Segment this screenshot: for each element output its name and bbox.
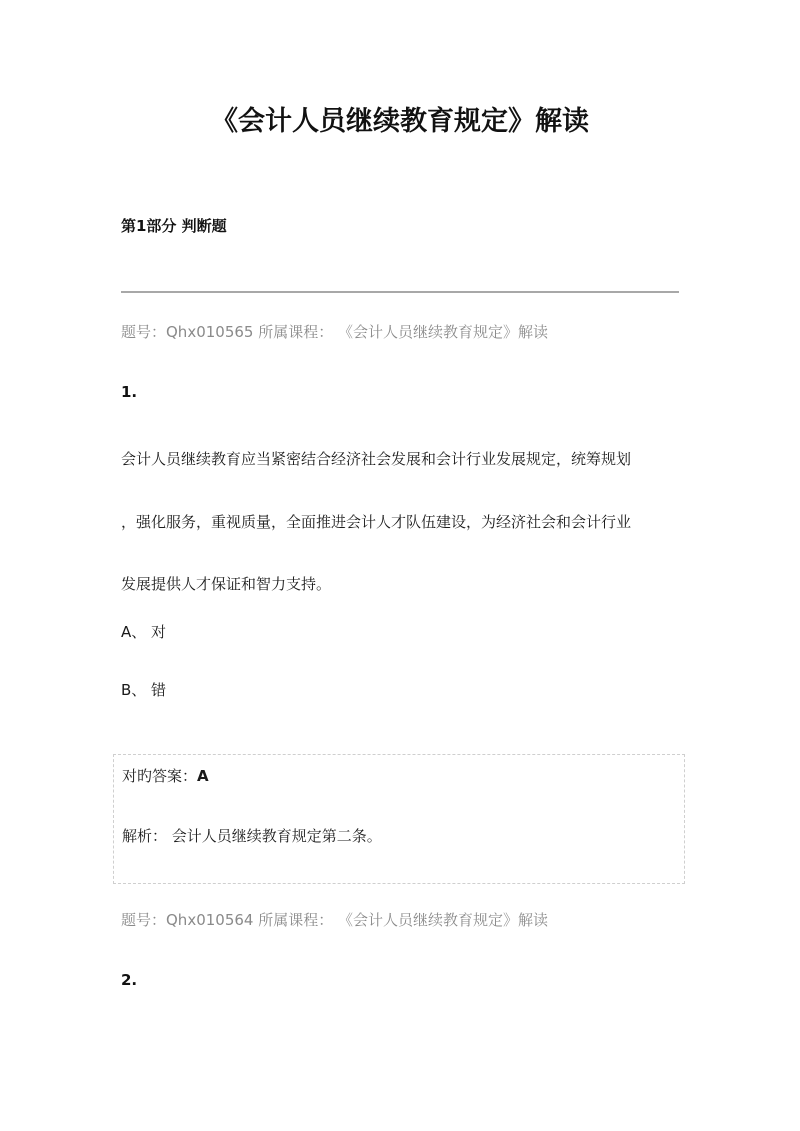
option-b[interactable]: B、 错 — [121, 681, 167, 699]
correct-answer — [122, 764, 209, 788]
question-stem-line: 会计人员继续教育应当紧密结合经济社会发展和会计行业发展规定，统筹规划 — [121, 450, 632, 468]
answer-analysis: 解析： 会计人员继续教育规定第二条。 — [122, 827, 382, 845]
section-heading: 第1部分 判断题 — [121, 217, 227, 235]
question-number: 2. — [121, 971, 138, 989]
document-title: 《会计人员继续教育规定》解读 — [211, 106, 589, 137]
correct-answer-value: A — [197, 767, 209, 785]
answer-box — [113, 754, 685, 884]
section-divider — [121, 291, 679, 293]
question-stem — [121, 428, 681, 616]
question-number: 1. — [121, 383, 138, 401]
question-meta: 题号：Qhx010565 所属课程： 《会计人员继续教育规定》解读 — [121, 323, 548, 341]
question-meta: 题号：Qhx010564 所属课程： 《会计人员继续教育规定》解读 — [121, 911, 548, 929]
option-a[interactable]: A、 对 — [121, 623, 167, 641]
question-stem-line: ，强化服务，重视质量，全面推进会计人才队伍建设，为经济社会和会计行业 — [121, 512, 632, 531]
correct-answer-label: 对旳答案： — [122, 767, 198, 785]
question-stem-line: 发展提供人才保证和智力支持。 — [121, 575, 332, 593]
